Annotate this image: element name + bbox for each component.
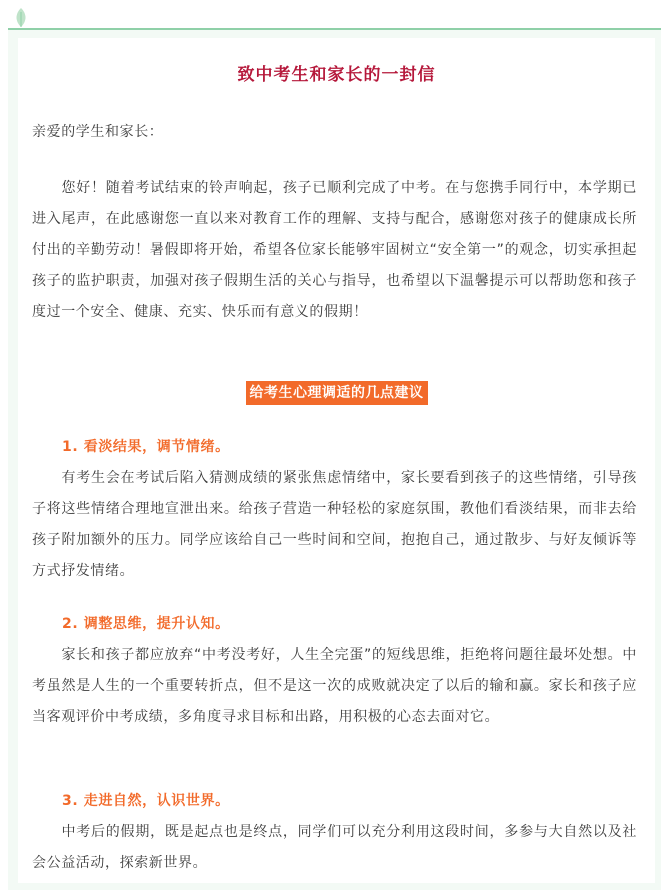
tip-body-1: 有考生会在考试后陷入猜测成绩的紧张焦虑情绪中，家长要看到孩子的这些情绪，引导孩子将这些情绪合理地宣泄出来。给孩子营造一种轻松的家庭氛围，教他们看淡结果，而非去给孩子附加额外的压力。同学应该给自己一些时间和空间，抱抱自己，通过散步、与好友倾诉等方式抒发情绪。 (32, 470, 637, 579)
tip-heading-2: 2. 调整思维，提升认知。 (62, 616, 230, 632)
section-badge: 给考生心理调适的几点建议 (246, 381, 428, 405)
tip-heading-3: 3. 走进自然，认识世界。 (62, 793, 230, 809)
leaf-icon (10, 6, 32, 28)
tip-heading-1: 1. 看淡结果，调节情绪。 (62, 439, 230, 455)
letter-paper (18, 38, 655, 883)
tip-body-2: 家长和孩子都应放弃“中考没考好，人生全完蛋”的短线思维，拒绝将问题往最坏处想。中考虽然是人生的一个重要转折点，但不是这一次的成败就决定了以后的输和赢。家长和孩子应当客观评价中考成绩，多角度寻求目标和出路，用积极的心态去面对它。 (32, 647, 637, 725)
section-badge-wrap (18, 381, 655, 405)
intro-paragraph: 您好！随着考试结束的铃声响起，孩子已顺利完成了中考。在与您携手同行中，本学期已进入尾声，在此感谢您一直以来对教育工作的理解、支持与配合，感谢您对孩子的健康成长所付出的辛勤劳动！暑假即将开始，希望各位家长能够牢固树立“安全第一”的观念，切实承担起孩子的监护职责，加强对孩子假期生活的关心与指导，也希望以下温馨提示可以帮助您和孩子度过一个安全、健康、充实、快乐而有意义的假期！ (32, 180, 637, 320)
tip-body-3: 中考后的假期，既是起点也是终点，同学们可以充分利用这段时间，多参与大自然以及社会公益活动，探索新世界。 (32, 824, 637, 871)
page-title: 致中考生和家长的一封信 (237, 65, 436, 85)
salutation: 亲爱的学生和家长： (32, 124, 164, 140)
